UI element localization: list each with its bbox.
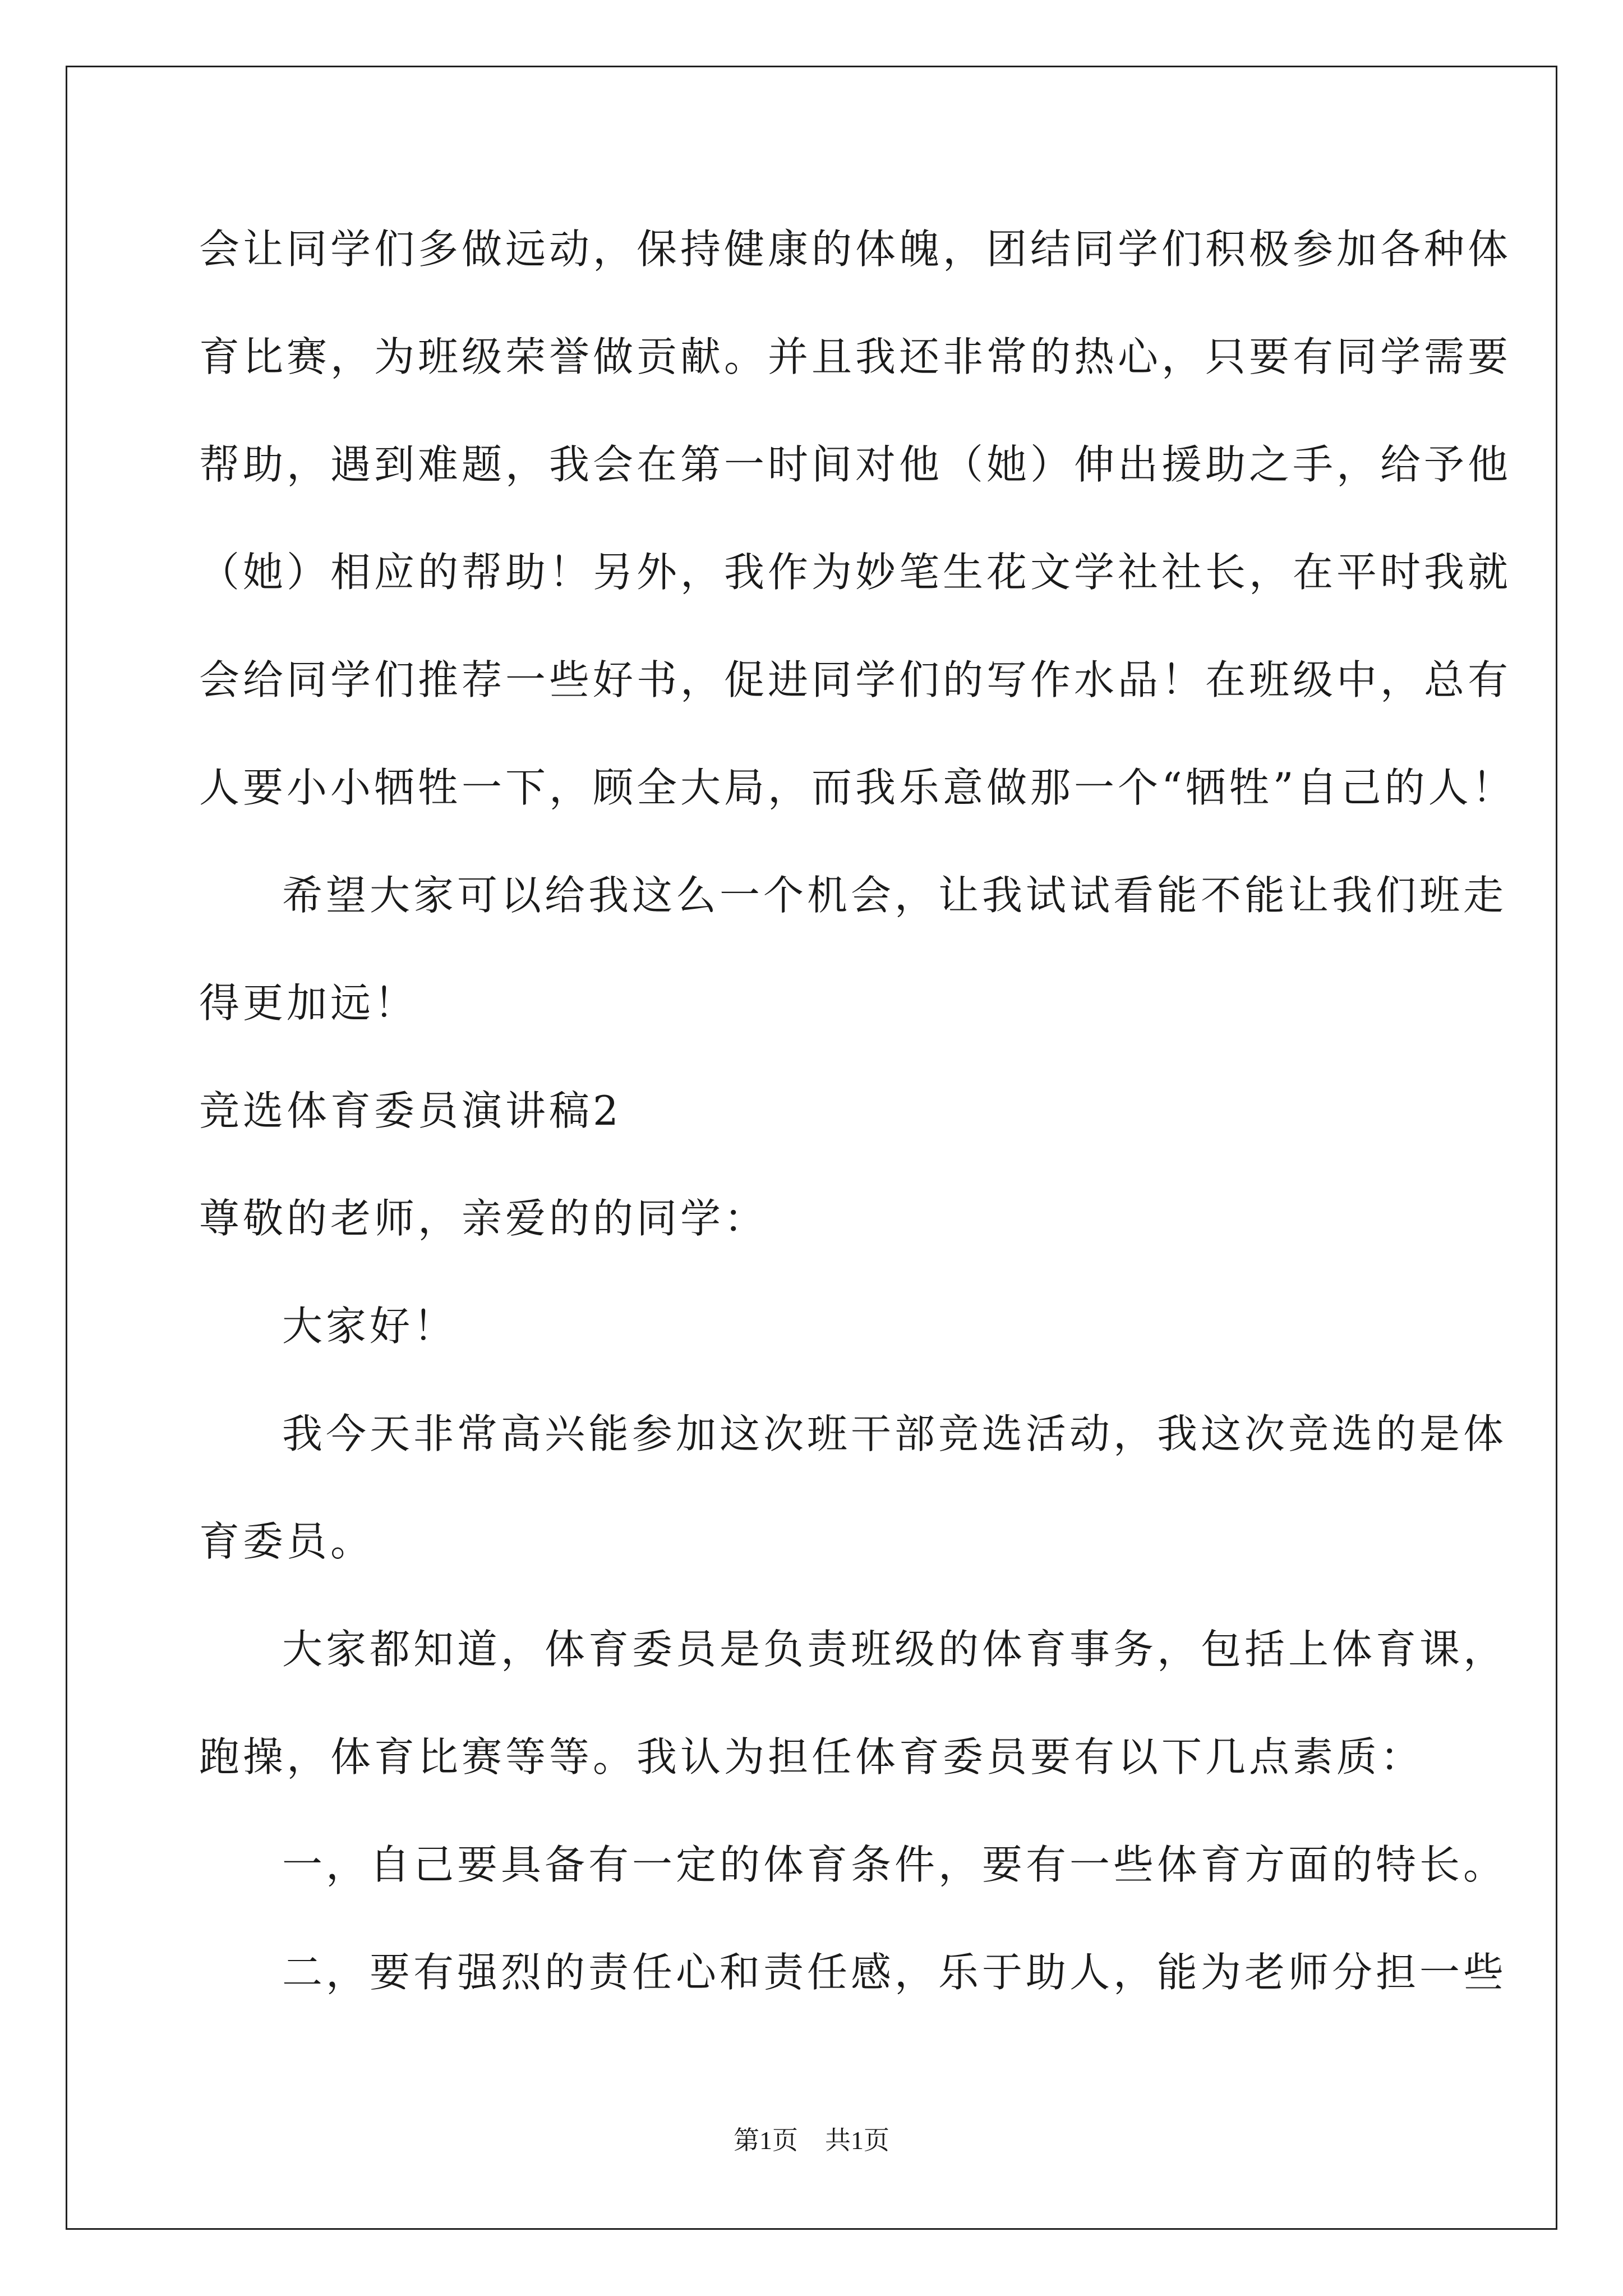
text-line: 希望大家可以给我这么一个机会，让我试试看能不能让我们班走 xyxy=(282,872,1507,919)
text-line: 得更加远！ xyxy=(199,979,418,1027)
page-footer xyxy=(0,2125,1623,2156)
salutation: 尊敬的老师，亲爱的的同学： xyxy=(199,1195,768,1242)
text-line: 育委员。 xyxy=(199,1518,375,1565)
greeting: 大家好！ xyxy=(282,1303,458,1350)
text-line: 跑操，体育比赛等等。我认为担任体育委员要有以下几点素质： xyxy=(199,1733,1424,1780)
page-border xyxy=(66,66,1557,2230)
section-heading: 竞选体育委员演讲稿2 xyxy=(199,1087,622,1134)
text-line: 会让同学们多做远动，保持健康的体魄，团结同学们积极参加各种体 xyxy=(199,226,1512,273)
text-line: （她）相应的帮助！另外，我作为妙笔生花文学社社长，在平时我就 xyxy=(199,549,1512,596)
page-number: 第1页 xyxy=(734,2126,798,2155)
text-line: 人要小小牺牲一下，顾全大局，而我乐意做那一个“牺牲”自己的人！ xyxy=(199,764,1516,811)
text-line: 一，自己要具备有一定的体育条件，要有一些体育方面的特长。 xyxy=(282,1841,1507,1888)
text-line: 我今天非常高兴能参加这次班干部竞选活动，我这次竞选的是体 xyxy=(282,1410,1507,1457)
text-line: 二，要有强烈的责任心和责任感，乐于助人，能为老师分担一些 xyxy=(282,1949,1507,1996)
text-line: 育比赛，为班级荣誉做贡献。并且我还非常的热心，只要有同学需要 xyxy=(199,333,1512,380)
text-line: 帮助，遇到难题，我会在第一时间对他（她）伸出援助之手，给予他 xyxy=(199,441,1512,488)
text-line: 大家都知道，体育委员是负责班级的体育事务，包括上体育课， xyxy=(282,1626,1507,1673)
text-line: 会给同学们推荐一些好书，促进同学们的写作水品！在班级中，总有 xyxy=(199,656,1512,703)
page-total: 共1页 xyxy=(825,2126,889,2155)
